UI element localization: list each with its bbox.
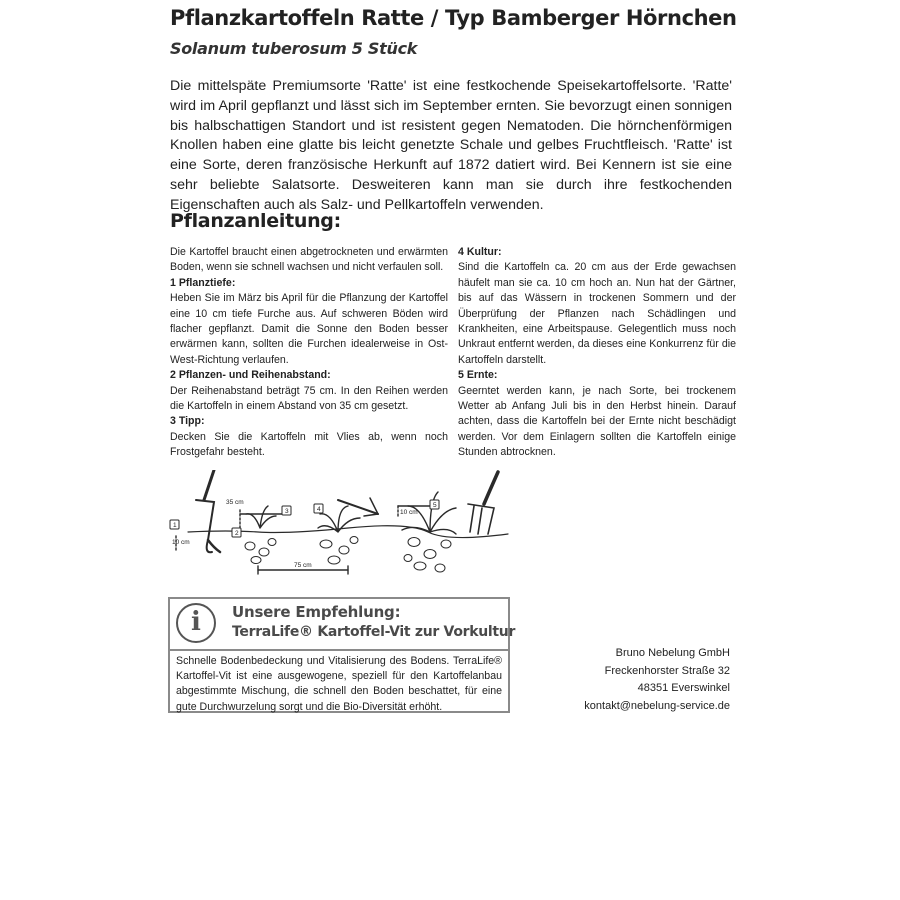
info-icon: i — [176, 603, 216, 643]
step5-heading: 5 Ernte: — [458, 369, 498, 382]
company-city: 48351 Everswinkel — [637, 682, 730, 694]
page-subtitle: Solanum tuberosum 5 Stück — [170, 39, 418, 58]
illustration-marker-3: 3 — [285, 508, 289, 515]
recommendation-text: Schnelle Bodenbedeckung und Vitalisierung des Bodens. TerraLife® Kartoffel-Vit ist eine ausgewogene, speziell für den Kartoffelanbau abgestimmte Mischung, die schnell den Boden beschattet, für eine gute Durchwurzelung sorgt und die Bio-Diversität erhöht. — [176, 655, 502, 713]
intro-paragraph: Die mittelspäte Premiumsorte 'Ratte' ist eine festkochende Speisekartoffelsorte. 'Ratte' wird im April gepflanzt und lässt sich im September ernten. Sie bevorzugt einen sonnigen bis halbschattigen Standort und ist resistent gegen Nematoden. Die hörnchenförmigen Knollen haben eine glatte bis leicht genetzte Schale und gelbes Fruchtfleisch. 'Ratte' ist eine Sorte, deren französische Herkunft auf 1872 datiert wird. Bei Kennern ist sie eine sehr beliebte Salatsorte. Desweiteren kann man sie durch ihre festkochenden Eigenschaften auch als Salz- und Pellkartoffeln verwenden. — [170, 78, 732, 213]
step1-text: Heben Sie im März bis April für die Pflanzung der Kartoffel eine 10 cm tiefe Furche aus. Auf schweren Böden wird flacher gepflanzt. Damit die Sonne den Boden besser erwärmen kann, sollten die Furchen idealerweise in Ost-West-Richtung verlaufen. — [170, 292, 448, 366]
illustration-marker-2: 2 — [235, 530, 239, 537]
step4-heading: 4 Kultur: — [458, 246, 502, 258]
illustration-label-35cm: 35 cm — [226, 499, 244, 506]
step3-text: Decken Sie die Kartoffeln mit Vlies ab, wenn noch Frostgefahr besteht. — [170, 430, 448, 459]
recommendation-box — [168, 597, 516, 713]
step3-heading: 3 Tipp: — [170, 415, 205, 428]
company-street: Freckenhorster Straße 32 — [604, 664, 730, 677]
step1-heading: 1 Pflanztiefe: — [170, 276, 236, 289]
illustration-label-10cm-left: 10 cm — [172, 539, 190, 546]
recommendation-title: Unsere Empfehlung: — [232, 603, 401, 621]
planting-illustration — [168, 470, 528, 588]
illustration-marker-1: 1 — [173, 522, 177, 529]
step4-text: Sind die Kartoffeln ca. 20 cm aus der Erde gewachsen häufelt man sie ca. 10 cm hoch an. Nun hat der Gärtner, bis auf das Wässern in trockenen Sommern und der Überprüfung der Pflanzen nach Schädlingen und Krankheiten, eine Arbeitspause. Gelegentlich muss noch Unkraut entfernt werden, da dieses eine Konkurrenz für die Kartoffeln darstellt. — [458, 261, 736, 366]
step5-text: Geerntet werden kann, je nach Sorte, bei trockenem Wetter ab Anfang Juli bis in den Herbst hinein. Darauf achten, dass die Kartoffeln bei der Ernte nicht beschädigt werden. Vor dem Einlagern sollten die Kartoffeln einige Stunden abtrocknen. — [458, 384, 736, 459]
instructions-lead: Die Kartoffel braucht einen abgetrockneten und erwärmten Boden, wenn sie schnell wachsen und nicht verfaulen soll. — [170, 246, 448, 274]
step2-heading: 2 Pflanzen- und Reihenabstand: — [170, 369, 331, 382]
illustration-label-10cm-right: 10 cm — [400, 509, 418, 516]
recommendation-header — [170, 599, 516, 651]
instructions-heading: Pflanzanleitung: — [170, 210, 341, 232]
instructions-column-left — [170, 245, 448, 461]
company-address — [560, 645, 730, 715]
illustration-marker-4: 4 — [317, 506, 321, 513]
page-title: Pflanzkartoffeln Ratte / Typ Bamberger Hörnchen — [170, 6, 737, 30]
company-name: Bruno Nebelung GmbH — [615, 647, 730, 659]
step2-text: Der Reihenabstand beträgt 75 cm. In den Reihen werden die Kartoffeln in einem Abstand von 35 cm gesetzt. — [170, 384, 448, 413]
instructions-column-right — [458, 245, 736, 461]
company-email: kontakt@nebelung-service.de — [584, 699, 730, 712]
illustration-label-75cm: 75 cm — [294, 562, 312, 569]
recommendation-product: TerraLife® Kartoffel-Vit zur Vorkultur — [232, 624, 516, 640]
illustration-marker-5: 5 — [433, 502, 437, 509]
